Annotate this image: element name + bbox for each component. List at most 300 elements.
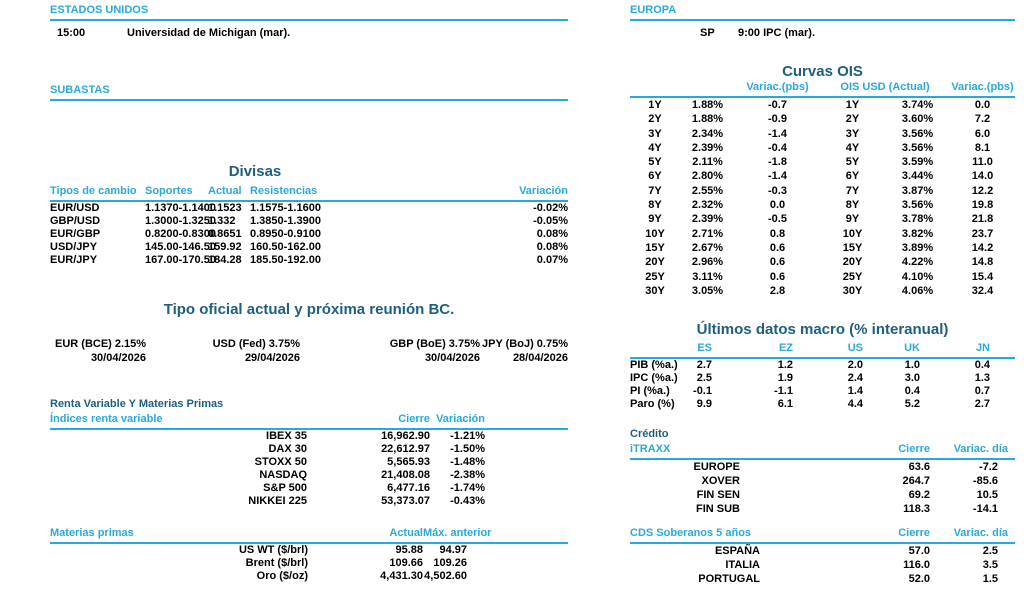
spacer-cell (486, 557, 568, 570)
itraxx-name-cell: FIN SEN (696, 489, 740, 501)
col-header-variac-pbs-eur: Variac.(pbs) (735, 81, 820, 97)
cds-row (630, 572, 1015, 586)
rate-usd-cell: 3.78% (901, 213, 934, 226)
variacion-cell: 0.08% (536, 228, 568, 240)
europa-event-row (630, 27, 1015, 40)
actual-cell: 159.92 (208, 241, 242, 253)
col-header-us: US (793, 342, 863, 358)
rate-eur-cell: 2.80% (691, 170, 724, 183)
divisas-title: Divisas (228, 163, 282, 180)
spacer-cell (990, 342, 1015, 358)
macro-header-row (630, 342, 1015, 358)
variac-dia-cell: 3.5 (982, 559, 998, 571)
rate-usd-cell: 3.56% (901, 127, 934, 140)
cierre-cell: 264.7 (902, 475, 930, 487)
cierre-cell: 52.0 (908, 573, 930, 585)
variac-eur-cell: -0.5 (768, 213, 787, 226)
spacer-cell (1008, 474, 1015, 488)
variac-eur-cell: -0.3 (768, 184, 787, 197)
central-bank-rate: EUR (BCE) 2.15% (55, 338, 147, 350)
es-value-cell: 2.5 (696, 372, 712, 384)
tenor-usd-cell: 8Y (845, 199, 860, 212)
actual-cell: 0.8651 (208, 228, 242, 240)
rate-usd-cell: 4.22% (901, 256, 934, 269)
section-header-subastas: SUBASTAS (50, 84, 568, 101)
ois-row (630, 270, 1015, 284)
tenor-usd-cell: 9Y (845, 213, 860, 226)
cds-soberanos-table (630, 527, 1015, 586)
currency-pair-cell: EUR/GBP (50, 228, 101, 240)
divisas-row (50, 228, 568, 241)
variacion-cell: 0.08% (536, 241, 568, 253)
itraxx-row (630, 502, 1015, 516)
ois-row (630, 112, 1015, 126)
tipo-oficial-title: Tipo oficial actual y próxima reunión BC. (163, 301, 455, 318)
cierre-cell: 69.2 (908, 489, 930, 501)
variacion-cell: -0.43% (450, 495, 485, 507)
tenor-eur-cell: 30Y (645, 284, 665, 297)
col-header-itraxx: iTRAXX (630, 443, 740, 459)
variac-usd-cell: 7.2 (974, 113, 991, 126)
spacer-cell (1008, 558, 1015, 572)
cierre-cell: 22,612.97 (381, 443, 430, 455)
rate-usd-cell: 3.56% (901, 199, 934, 212)
variac-eur-cell: 2.8 (769, 284, 786, 297)
jn-value-cell: 0.7 (974, 385, 990, 397)
rate-eur-cell: 2.32% (691, 199, 724, 212)
divisas-row (50, 254, 568, 267)
ois-row (630, 97, 1015, 112)
rate-eur-cell: 2.67% (691, 241, 724, 254)
variac-usd-cell: 15.4 (971, 270, 994, 283)
central-bank-cell (55, 337, 146, 365)
event-label: Universidad de Michigan (mar). (127, 27, 291, 39)
index-row (50, 482, 568, 495)
rate-usd-cell: 3.56% (901, 141, 934, 154)
rate-eur-cell: 2.34% (691, 127, 724, 140)
spacer-cell (990, 372, 1015, 385)
us-value-cell: 2.0 (847, 359, 863, 371)
variac-eur-cell: 0.0 (769, 199, 786, 212)
cierre-cell: 5,565.93 (387, 456, 430, 468)
macro-row (630, 398, 1015, 411)
variacion-cell: -2.38% (450, 469, 485, 481)
variac-eur-cell: 0.8 (769, 227, 786, 240)
central-bank-cell (445, 337, 568, 365)
col-header-uk: UK (863, 342, 920, 358)
jn-value-cell: 2.7 (974, 398, 990, 410)
rate-usd-cell: 4.06% (901, 284, 934, 297)
index-row (50, 469, 568, 482)
tenor-eur-cell: 15Y (645, 241, 665, 254)
variac-eur-cell: -1.8 (768, 156, 787, 169)
variac-dia-cell: 1.5 (982, 573, 998, 585)
resistencias-cell: 185.50-192.00 (250, 254, 321, 266)
curvas-ois-title: Curvas OIS (782, 63, 863, 80)
tenor-eur-cell: 1Y (648, 99, 662, 111)
tenor-eur-cell: 3Y (648, 127, 662, 140)
col-header-variac-dia: Variac. día (930, 443, 1008, 459)
commodity-row (50, 570, 568, 583)
col-header-ois-usd-actual: OIS USD (Actual) (820, 81, 950, 97)
index-name-cell: NASDAQ (259, 469, 307, 481)
index-name-cell: IBEX 35 (266, 430, 307, 442)
commodity-row (50, 557, 568, 570)
spacer-cell (1008, 459, 1015, 474)
spacer-cell (1008, 543, 1015, 558)
cierre-cell: 63.6 (908, 461, 930, 473)
macro-row (630, 385, 1015, 398)
central-bank-rate: GBP (BoE) 3.75% (389, 338, 480, 350)
col-header-variacion: Variación (360, 185, 568, 201)
country-name-cell: ESPAÑA (714, 545, 760, 557)
ois-row (630, 227, 1015, 241)
tenor-usd-cell: 5Y (845, 156, 860, 169)
central-bank-rate: USD (Fed) 3.75% (212, 338, 300, 350)
country-name-cell: ITALIA (725, 559, 760, 571)
indices-table (50, 413, 568, 508)
col-header-cds-soberanos: CDS Soberanos 5 años (630, 527, 760, 543)
variacion-cell: -0.05% (533, 215, 568, 227)
uk-value-cell: 5.2 (904, 398, 920, 410)
tenor-eur-cell: 4Y (648, 141, 662, 154)
us-value-cell: 4.4 (847, 398, 863, 410)
tenor-eur-cell: 10Y (645, 227, 665, 240)
ez-value-cell: 1.9 (777, 372, 793, 384)
actual-cell: 1.1523 (208, 202, 242, 214)
ois-row (630, 169, 1015, 183)
materias-primas-table (50, 527, 568, 582)
variac-dia-cell: -7.2 (979, 461, 998, 473)
tenor-usd-cell: 30Y (842, 284, 863, 297)
divisas-row (50, 201, 568, 215)
col-header-actual: Actual (308, 527, 423, 543)
resistencias-cell: 160.50-162.00 (250, 241, 321, 253)
col-header-cierre: Cierre (760, 527, 930, 543)
uk-value-cell: 1.0 (904, 359, 920, 371)
rate-eur-cell: 2.39% (691, 141, 724, 154)
variac-dia-cell: 2.5 (982, 545, 998, 557)
commodity-name-cell: Brent ($/brl) (245, 556, 308, 569)
ois-header-row (630, 81, 1015, 97)
jn-value-cell: 0.4 (974, 359, 990, 371)
spacer-cell (1008, 572, 1015, 586)
rate-eur-cell: 2.55% (691, 184, 724, 197)
variacion-cell: -1.74% (450, 482, 485, 494)
uk-value-cell: 0.4 (904, 385, 920, 397)
spacer-cell (990, 385, 1015, 398)
itraxx-table (630, 443, 1015, 516)
macro-indicator-cell: IPC (%a.) (630, 372, 678, 384)
col-header-materias-primas: Materias primas (50, 527, 308, 543)
col-header-es: ES (670, 342, 712, 358)
tenor-eur-cell: 20Y (645, 256, 665, 269)
tenor-usd-cell: 10Y (842, 227, 863, 240)
soportes-cell: 1.3000-1.3250 (145, 215, 216, 227)
soportes-cell: 167.00-170.50 (145, 254, 216, 266)
ois-row (630, 155, 1015, 169)
spacer-cell (485, 456, 568, 469)
tenor-eur-cell: 2Y (648, 113, 662, 126)
curvas-ois-table (630, 81, 1015, 298)
tenor-eur-cell: 25Y (645, 270, 665, 283)
soportes-cell: 145.00-146.50 (145, 241, 216, 253)
variac-usd-cell: 19.8 (971, 199, 994, 212)
spacer-cell (630, 81, 735, 97)
spacer-cell (486, 527, 568, 543)
col-header-indices-renta-variable: Índices renta variable (50, 413, 307, 429)
central-bank-next-meeting-date: 28/04/2026 (512, 352, 568, 364)
rate-usd-cell: 3.74% (901, 99, 934, 111)
max-anterior-cell: 4,502.60 (424, 569, 467, 582)
ois-row (630, 184, 1015, 198)
ois-row (630, 212, 1015, 226)
variac-usd-cell: 23.7 (971, 227, 994, 240)
credito-section-label: Crédito (630, 428, 669, 440)
tenor-usd-cell: 3Y (845, 127, 860, 140)
variac-usd-cell: 11.0 (972, 156, 993, 169)
resistencias-cell: 1.3850-1.3900 (250, 215, 321, 227)
ois-row (630, 284, 1015, 298)
variac-usd-cell: 6.0 (974, 127, 991, 140)
col-header-jn: JN (920, 342, 990, 358)
tenor-eur-cell: 9Y (648, 213, 662, 226)
variacion-cell: -1.48% (450, 456, 485, 468)
es-value-cell: 9.9 (696, 398, 712, 410)
macro-row (630, 372, 1015, 385)
col-header-soportes: Soportes (145, 185, 208, 201)
variac-eur-cell: -1.4 (768, 127, 787, 140)
index-row (50, 495, 568, 508)
tenor-eur-cell: 5Y (648, 156, 662, 169)
rate-usd-cell: 3.60% (901, 113, 934, 126)
itraxx-row (630, 488, 1015, 502)
cds-header-row (630, 527, 1015, 543)
section-header-europa: EUROPA (630, 4, 1015, 21)
ez-value-cell: 1.2 (777, 359, 793, 371)
variac-dia-cell: 10.5 (976, 489, 998, 501)
col-header-cierre: Cierre (740, 443, 930, 459)
divisas-row (50, 215, 568, 228)
index-row (50, 456, 568, 469)
resistencias-cell: 1.1575-1.1600 (250, 202, 321, 214)
itraxx-header-row (630, 443, 1015, 459)
ois-row (630, 127, 1015, 141)
central-bank-cell (177, 337, 300, 365)
spacer-cell (1008, 527, 1015, 543)
spacer-cell (485, 482, 568, 495)
renta-variable-section-label: Renta Variable Y Materias Primas (50, 398, 224, 410)
index-row (50, 429, 568, 443)
jn-value-cell: 1.3 (974, 372, 990, 384)
tipo-oficial-row (50, 337, 568, 367)
spacer-cell (990, 358, 1015, 372)
itraxx-row (630, 459, 1015, 474)
spacer-cell (485, 429, 568, 443)
rate-eur-cell: 2.11% (692, 156, 723, 169)
variac-usd-cell: 14.0 (971, 170, 994, 183)
central-bank-next-meeting-date: 30/04/2026 (90, 352, 146, 364)
currency-pair-cell: EUR/USD (50, 202, 100, 214)
event-country: SP (700, 27, 715, 39)
itraxx-name-cell: EUROPE (693, 461, 740, 473)
currency-pair-cell: USD/JPY (50, 241, 98, 253)
macro-indicator-cell: PIB (%a.) (630, 359, 678, 371)
actual-cell: 4,431.30 (380, 569, 423, 582)
variac-eur-cell: 0.6 (769, 270, 786, 283)
divisas-header-row (50, 185, 568, 201)
commodity-name-cell: US WT ($/brl) (238, 544, 308, 556)
tenor-usd-cell: 2Y (845, 113, 860, 126)
col-header-variacion: Variación (430, 413, 485, 429)
tenor-usd-cell: 1Y (845, 99, 860, 111)
max-anterior-cell: 109.26 (433, 556, 467, 569)
ez-value-cell: -1.1 (774, 385, 793, 397)
us-value-cell: 2.4 (847, 372, 863, 384)
col-header-ez: EZ (712, 342, 793, 358)
col-header-actual: Actual (208, 185, 250, 201)
spacer-cell (990, 398, 1015, 411)
index-name-cell: S&P 500 (263, 482, 307, 494)
spacer-cell (486, 570, 568, 583)
col-header-variac-pbs-usd: Variac.(pbs) (950, 81, 1015, 97)
spacer-cell (1008, 488, 1015, 502)
variac-eur-cell: -0.7 (768, 99, 787, 111)
col-header-max-anterior: Máx. anterior (423, 527, 486, 543)
variac-usd-cell: 21.8 (971, 213, 994, 226)
rate-eur-cell: 1.88% (691, 99, 724, 111)
variac-eur-cell: -0.4 (768, 141, 787, 154)
rate-usd-cell: 3.82% (901, 227, 934, 240)
cierre-cell: 116.0 (903, 559, 930, 571)
variacion-cell: -0.02% (533, 202, 568, 214)
spacer-cell (485, 413, 568, 429)
central-bank-next-meeting-date: 29/04/2026 (244, 352, 300, 364)
rate-usd-cell: 3.89% (901, 241, 934, 254)
divisas-row (50, 241, 568, 254)
central-bank-next-meeting-date: 30/04/2026 (424, 352, 480, 364)
ez-value-cell: 6.1 (777, 398, 793, 410)
actual-cell: 184.28 (208, 254, 242, 266)
tenor-usd-cell: 7Y (845, 184, 860, 197)
macro-indicator-cell: PI (%a.) (630, 385, 670, 397)
index-name-cell: DAX 30 (268, 443, 307, 455)
us-value-cell: 1.4 (847, 385, 863, 397)
uk-value-cell: 3.0 (904, 372, 920, 384)
tenor-usd-cell: 20Y (842, 256, 863, 269)
variac-eur-cell: -0.9 (768, 113, 787, 126)
spacer-cell (1008, 502, 1015, 516)
resistencias-cell: 0.8950-0.9100 (250, 228, 321, 240)
actual-cell: 109.66 (389, 556, 423, 569)
tenor-eur-cell: 6Y (648, 170, 662, 183)
variac-usd-cell: 0.0 (974, 99, 991, 111)
cierre-cell: 57.0 (908, 545, 930, 557)
commodity-row (50, 543, 568, 557)
rate-eur-cell: 2.71% (691, 227, 724, 240)
cds-row (630, 543, 1015, 558)
tenor-usd-cell: 15Y (842, 241, 863, 254)
cds-row (630, 558, 1015, 572)
indices-header-row (50, 413, 568, 429)
rate-usd-cell: 3.44% (901, 170, 934, 183)
ois-row (630, 241, 1015, 255)
soportes-cell: 1.1370-1.1400 (145, 202, 216, 214)
variac-usd-cell: 8.1 (974, 141, 991, 154)
materias-header-row (50, 527, 568, 543)
spacer-cell (486, 543, 568, 557)
rate-eur-cell: 3.11% (692, 270, 723, 283)
tenor-usd-cell: 6Y (845, 170, 860, 183)
variacion-cell: -1.21% (450, 430, 485, 442)
col-header-variac-dia: Variac. día (930, 527, 1008, 543)
variac-dia-cell: -14.1 (972, 503, 998, 515)
variac-usd-cell: 32.4 (971, 284, 994, 297)
rate-usd-cell: 4.10% (901, 270, 934, 283)
actual-cell: 95.88 (395, 544, 423, 556)
rate-eur-cell: 2.39% (691, 213, 724, 226)
max-anterior-cell: 94.97 (439, 544, 467, 556)
us-event-row (50, 27, 568, 40)
macro-row (630, 358, 1015, 372)
central-bank-rate: JPY (BoJ) 0.75% (481, 338, 568, 350)
rate-eur-cell: 1.88% (691, 113, 724, 126)
rate-eur-cell: 2.96% (691, 256, 724, 269)
index-row (50, 443, 568, 456)
col-header-cierre: Cierre (307, 413, 430, 429)
spacer-cell (485, 495, 568, 508)
index-name-cell: STOXX 50 (254, 456, 307, 468)
rate-usd-cell: 3.87% (901, 184, 934, 197)
commodity-name-cell: Oro ($/oz) (256, 569, 308, 582)
tenor-usd-cell: 25Y (842, 270, 863, 283)
variac-usd-cell: 14.8 (971, 256, 994, 269)
tenor-eur-cell: 8Y (648, 199, 662, 212)
rate-usd-cell: 3.59% (901, 156, 934, 169)
variac-eur-cell: -1.4 (768, 170, 787, 183)
spacer-cell (1008, 443, 1015, 459)
tenor-usd-cell: 4Y (845, 141, 860, 154)
es-value-cell: 2.7 (696, 359, 712, 371)
ois-row (630, 198, 1015, 212)
datos-macro-title: Últimos datos macro (% interanual) (696, 321, 949, 338)
currency-pair-cell: GBP/USD (50, 215, 101, 227)
col-header-tipos-de-cambio: Tipos de cambio (50, 185, 145, 201)
variac-usd-cell: 12.2 (971, 184, 994, 197)
rate-eur-cell: 3.05% (691, 284, 724, 297)
spacer-cell (485, 469, 568, 482)
variacion-cell: -1.50% (450, 443, 485, 455)
macro-indicator-cell: Paro (%) (630, 398, 675, 410)
ois-row (630, 255, 1015, 269)
currency-pair-cell: EUR/JPY (50, 254, 98, 266)
index-name-cell: NIKKEI 225 (248, 495, 307, 507)
country-name-cell: PORTUGAL (698, 573, 760, 585)
cierre-cell: 21,408.08 (381, 469, 430, 481)
variac-eur-cell: 0.6 (769, 256, 786, 269)
itraxx-name-cell: XOVER (701, 475, 740, 487)
col-header-resistencias: Resistencias (250, 185, 360, 201)
variac-dia-cell: -85.6 (972, 475, 998, 487)
itraxx-name-cell: FIN SUB (696, 503, 740, 515)
spacer-cell (630, 342, 670, 358)
spacer-cell (485, 443, 568, 456)
soportes-cell: 0.8200-0.8300 (145, 228, 216, 240)
variacion-cell: 0.07% (536, 254, 568, 266)
variac-eur-cell: 0.6 (769, 241, 786, 254)
datos-macro-table (630, 342, 1015, 411)
itraxx-row (630, 474, 1015, 488)
